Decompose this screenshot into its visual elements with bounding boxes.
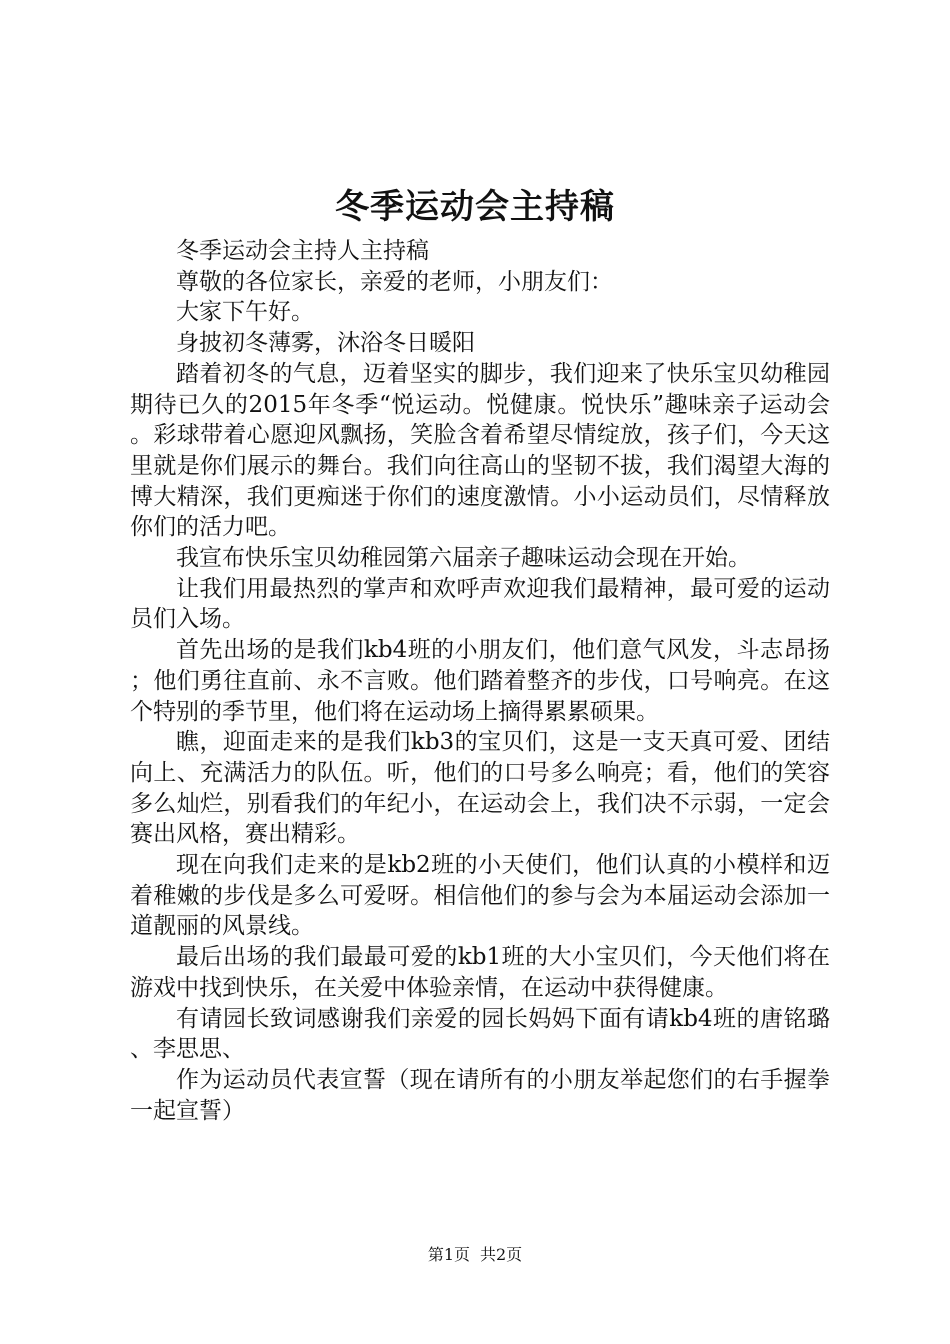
paragraph-kb3: 瞧，迎面走来的是我们kb3的宝贝们，这是一支天真可爱、团结向上、充满活力的队伍。听，他们的口号多么响亮；看，他们的笑容多么灿烂，别看我们的年纪小，在运动会上，我们决不示弱，一定会赛出风格，赛出精彩。 bbox=[130, 729, 830, 848]
page-footer bbox=[0, 1244, 950, 1266]
paragraph-hello: 大家下午好。 bbox=[176, 299, 314, 326]
paragraph-opening-line: 身披初冬薄雾，沐浴冬日暖阳 bbox=[176, 330, 475, 357]
page-number: 第1页 bbox=[427, 1245, 470, 1264]
paragraph-intro: 踏着初冬的气息，迈着坚实的脚步，我们迎来了快乐宝贝幼稚园期待已久的2015年冬季“悦运动。悦健康。悦快乐”趣味亲子运动会。彩球带着心愿迎风飘扬，笑脸含着希望尽情绽放，孩子们，今天这里就是你们展示的舞台。我们向往高山的坚韧不拔，我们渴望大海的博大精深，我们更痴迷于你们的速度激情。小小运动员们，尽情释放你们的活力吧。 bbox=[130, 360, 830, 541]
paragraph-greeting: 尊敬的各位家长，亲爱的老师，小朋友们： bbox=[176, 268, 613, 295]
paragraph-subtitle: 冬季运动会主持人主持稿 bbox=[176, 238, 429, 264]
paragraph-entrance: 让我们用最热烈的掌声和欢呼声欢迎我们最精神，最可爱的运动员们入场。 bbox=[130, 575, 830, 633]
page-total: 共2页 bbox=[480, 1245, 523, 1264]
page-title: 冬季运动会主持稿 bbox=[335, 187, 615, 227]
paragraph-kb2: 现在向我们走来的是kb2班的小天使们，他们认真的小模样和迈着稚嫩的步伐是多么可爱呀。相信他们的参与会为本届运动会添加一道靓丽的风景线。 bbox=[130, 852, 830, 940]
paragraph-principal-speech: 有请园长致词感谢我们亲爱的园长妈妈下面有请kb4班的唐铭璐、李思思、 bbox=[130, 1005, 830, 1063]
paragraph-oath: 作为运动员代表宣誓（现在请所有的小朋友举起您们的右手握拳一起宣誓） bbox=[130, 1066, 830, 1124]
document-body bbox=[130, 236, 830, 1126]
paragraph-kb1: 最后出场的我们最最可爱的kb1班的大小宝贝们，今天他们将在游戏中找到快乐，在关爱中体验亲情，在运动中获得健康。 bbox=[130, 944, 830, 1001]
paragraph-kb4: 首先出场的是我们kb4班的小朋友们，他们意气风发，斗志昂扬；他们勇往直前、永不言败。他们踏着整齐的步伐，口号响亮。在这个特别的季节里，他们将在运动场上摘得累累硕果。 bbox=[130, 637, 830, 725]
paragraph-announcement: 我宣布快乐宝贝幼稚园第六届亲子趣味运动会现在开始。 bbox=[176, 545, 751, 572]
